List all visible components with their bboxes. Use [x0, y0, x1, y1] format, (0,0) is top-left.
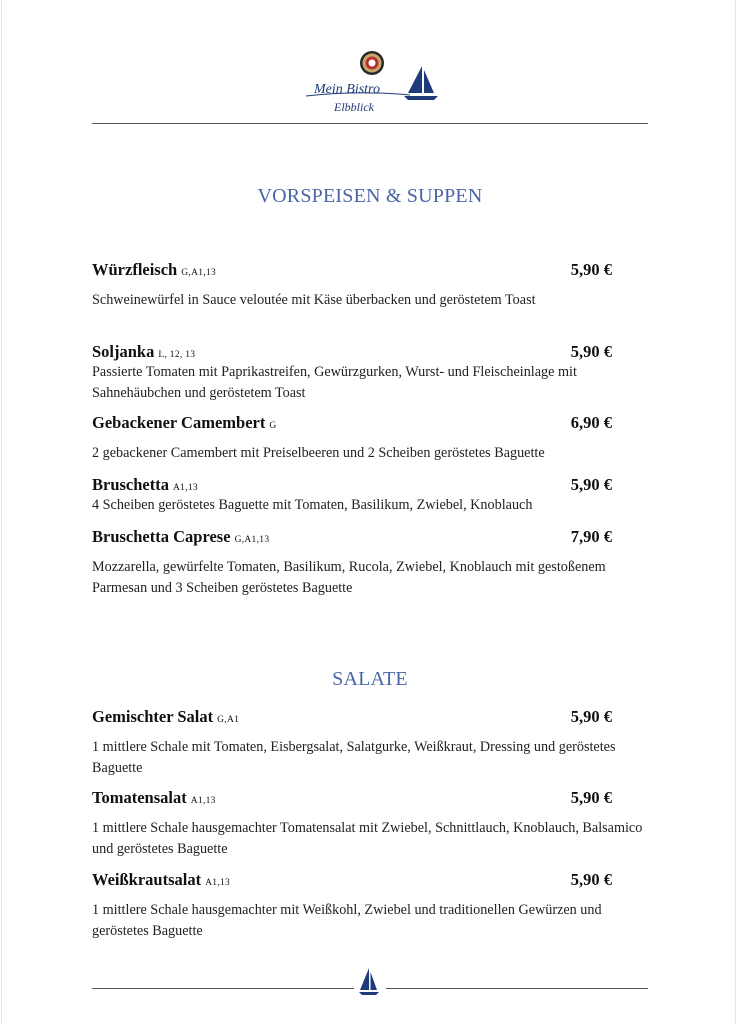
item-name: Würzfleisch G,A1,13 — [92, 260, 217, 279]
item-name: Tomatensalat A1,13 — [92, 788, 216, 807]
page-edge-right — [735, 0, 736, 1024]
section-title-salate: SALATE — [332, 668, 408, 690]
item-price: 5,90 € — [570, 788, 612, 807]
beer-badge-icon — [360, 51, 384, 75]
page-edge-left — [1, 0, 2, 1024]
item-name: Bruschetta Caprese G,A1,13 — [92, 527, 270, 546]
item-allergens: G,A1,13 — [234, 535, 270, 545]
item-name: Bruschetta A1,13 — [92, 475, 198, 494]
item-price: 7,90 € — [570, 527, 612, 546]
item-allergens: G — [269, 421, 277, 431]
menu-item — [92, 527, 622, 598]
item-name: Gebackener Camembert G — [92, 413, 277, 432]
item-description: Passierte Tomaten mit Paprikastreifen, Gewürzgurken, Wurst- und Fleischeinlage mit Sahnehäubchen und geröstetem Toast — [92, 364, 577, 401]
menu-item — [92, 707, 622, 778]
bottom-divider-right — [386, 988, 648, 989]
item-price: 6,90 € — [570, 413, 612, 432]
item-description: 1 mittlere Schale hausgemachter Tomatensalat mit Zwiebel, Schnittlauch, Knoblauch, Balsamico und geröstetes Baguette — [92, 820, 643, 857]
item-allergens: L, 12, 13 — [158, 350, 196, 360]
item-description: 1 mittlere Schale mit Tomaten, Eisbergsalat, Salatgurke, Weißkraut, Dressing und geröstetes Baguette — [92, 739, 616, 776]
top-divider — [92, 123, 648, 124]
sailboat-icon — [358, 966, 380, 996]
item-name: Soljanka L, 12, 13 — [92, 342, 196, 361]
menu-item — [92, 870, 622, 941]
item-price: 5,90 € — [570, 475, 612, 494]
item-price: 5,90 € — [570, 870, 612, 889]
logo-line2: Elbblick — [334, 100, 374, 114]
item-description: Schweinewürfel in Sauce veloutée mit Käse überbacken und geröstetem Toast — [92, 292, 536, 308]
section-title-vorspeisen: VORSPEISEN & SUPPEN — [257, 185, 483, 207]
menu-item — [92, 413, 622, 464]
item-price: 5,90 € — [570, 260, 612, 279]
menu-item — [92, 260, 622, 311]
item-allergens: A1,13 — [173, 483, 198, 493]
item-allergens: G,A1 — [217, 715, 240, 725]
item-name: Weißkrautsalat A1,13 — [92, 870, 231, 889]
item-description: 2 gebackener Camembert mit Preiselbeeren und 2 Scheiben geröstetes Baguette — [92, 445, 545, 461]
item-allergens: G,A1,13 — [181, 268, 217, 278]
item-price: 5,90 € — [570, 342, 612, 361]
item-description: 4 Scheiben geröstetes Baguette mit Tomaten, Basilikum, Zwiebel, Knoblauch — [92, 497, 533, 513]
logo-line1: Mein Bistro — [314, 82, 380, 97]
item-description: Mozzarella, gewürfelte Tomaten, Basilikum, Rucola, Zwiebel, Knoblauch mit gestoßenem Parmesan und 3 Scheiben geröstetes Baguette — [92, 559, 606, 596]
item-description: 1 mittlere Schale hausgemachter mit Weißkohl, Zwiebel und traditionellen Gewürzen und geröstetes Baguette — [92, 902, 602, 939]
item-name: Gemischter Salat G,A1 — [92, 707, 240, 726]
menu-item — [92, 475, 622, 516]
item-price: 5,90 € — [570, 707, 612, 726]
menu-item — [92, 342, 622, 403]
item-allergens: A1,13 — [205, 878, 231, 888]
bottom-divider-left — [92, 988, 354, 989]
bistro-logo — [300, 46, 445, 116]
menu-item — [92, 788, 643, 859]
item-allergens: A1,13 — [190, 796, 216, 806]
